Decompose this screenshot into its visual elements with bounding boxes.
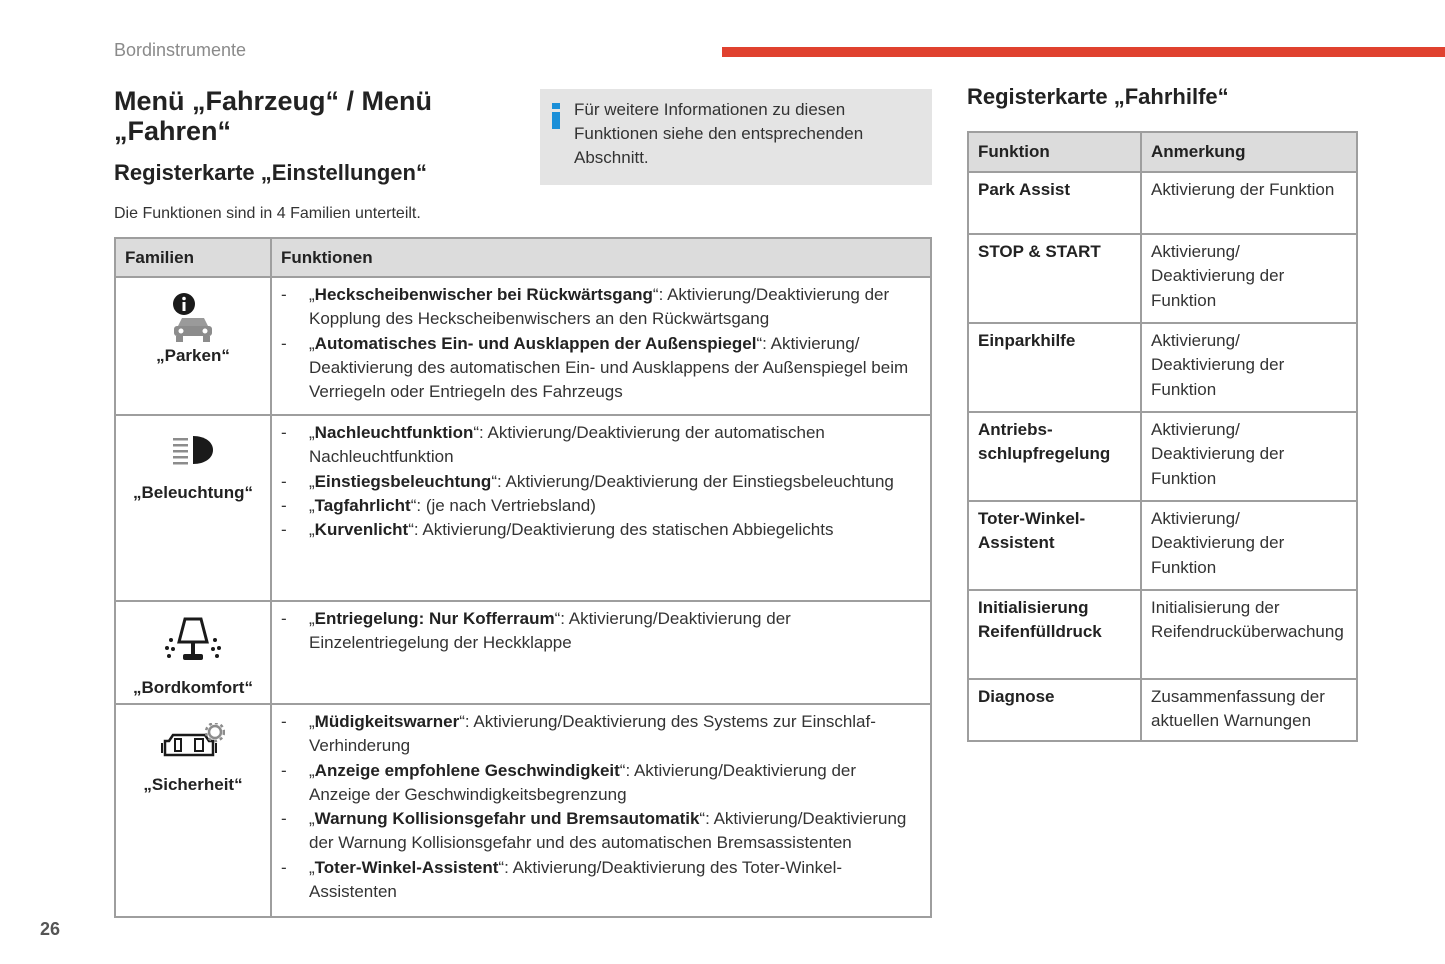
table-row xyxy=(968,412,1357,501)
table-row xyxy=(115,415,931,601)
function-desc: Aktivierung/Deaktivierung der Warnung Kollisionsgefahr und des automatischen Bremsassistenten xyxy=(309,809,907,853)
function-cell: Diagnose xyxy=(968,679,1141,741)
list-item: - „Warnung Kollisionsgefahr und Bremsautomatik“: Aktivierung/Deaktivierung der Warnung Kollisionsgefahr und des automatischen Bremsassistenten xyxy=(281,809,907,853)
function-desc: Aktivierung/Deaktivierung der Anzeige der Geschwindigkeitsbegrenzung xyxy=(309,760,857,804)
functions-cell xyxy=(271,601,931,704)
function-cell: Antriebs- schlupfregelung xyxy=(968,412,1141,501)
table-row xyxy=(968,679,1357,741)
list-item: - „Anzeige empfohlene Geschwindigkeit“: Aktivierung/Deaktivierung der Anzeige der Geschwindigkeitsbegrenzung xyxy=(281,760,857,804)
family-cell xyxy=(115,415,271,601)
section-label: Bordinstrumente xyxy=(114,40,247,60)
table-row xyxy=(968,323,1357,412)
parking-car-icon xyxy=(168,292,218,344)
functions-cell xyxy=(271,704,931,917)
function-desc: Aktivierung/Deaktivierung des statischen Abbiegelichts xyxy=(422,520,834,540)
function-cell: Einparkhilfe xyxy=(968,323,1141,412)
family-label: „Beleuchtung“ xyxy=(133,483,253,502)
functions-cell xyxy=(271,277,931,415)
list-item: - „Müdigkeitswarner“: Aktivierung/Deaktivierung des Systems zur Einschlaf-Verhinderung xyxy=(281,712,876,756)
column-header-functions: Funktionen xyxy=(271,238,931,277)
family-label: „Sicherheit“ xyxy=(143,775,243,794)
table-row xyxy=(115,277,931,415)
functions-cell xyxy=(271,415,931,601)
note-cell: Aktivierung der Funktion xyxy=(1141,172,1357,234)
table-row xyxy=(968,234,1357,323)
family-label: „Parken“ xyxy=(156,346,230,365)
info-text: Für weitere Informationen zu diesen Funktionen siehe den entsprechenden Abschnitt. xyxy=(574,100,864,167)
function-desc: Aktivierung/Deaktivierung der Einstiegsbeleuchtung xyxy=(505,471,894,491)
table-row xyxy=(115,704,931,917)
function-cell: Initialisierung Reifenfülldruck xyxy=(968,590,1141,679)
function-name: Heckscheibenwischer bei Rückwärtsgang xyxy=(314,285,653,304)
list-item: - „Einstiegsbeleuchtung“: Aktivierung/Deaktivierung der Einstiegsbeleuchtung xyxy=(281,471,894,491)
function-desc: Aktivierung/ Deaktivierung des automatischen Ein- und Ausklappens der Außenspiegel beim Verriegeln oder Entriegeln des Fahrzeugs xyxy=(309,333,909,402)
note-cell: Zusammenfassung der aktuellen Warnungen xyxy=(1141,679,1357,741)
interior-lamp-icon xyxy=(163,616,223,664)
family-cell xyxy=(115,601,271,704)
table-row xyxy=(968,501,1357,590)
function-name: Warnung Kollisionsgefahr und Bremsautomatik xyxy=(314,809,700,829)
column-header-families: Familien xyxy=(115,238,271,277)
column-header-function: Funktion xyxy=(968,132,1141,172)
safety-car-gear-icon xyxy=(161,723,225,763)
function-cell: STOP & START xyxy=(968,234,1141,323)
list-item: - „Kurvenlicht“: Aktivierung/Deaktivierung des statischen Abbiegelichts xyxy=(281,520,834,540)
function-desc: Aktivierung/Deaktivierung der automatischen Nachleuchtfunktion xyxy=(309,423,825,467)
function-cell: Park Assist xyxy=(968,172,1141,234)
table-row xyxy=(115,601,931,704)
column-header-note: Anmerkung xyxy=(1141,132,1357,172)
list-item: - „Automatisches Ein- und Ausklappen der Außenspiegel“: Aktivierung/ Deaktivierung des automatischen Ein- und Ausklappens der Außenspiegel beim Verriegeln oder Entriegeln des Fahrzeugs xyxy=(281,333,909,402)
function-name: Tagfahrlicht xyxy=(314,495,411,515)
function-name: Anzeige empfohlene Geschwindigkeit xyxy=(314,760,620,780)
table-row xyxy=(968,172,1357,234)
page-title: Menü „Fahrzeug“ / Menü „Fahren“ xyxy=(114,86,433,146)
note-cell: Aktivierung/ Deaktivierung der Funktion xyxy=(1141,501,1357,590)
list-item: - „Tagfahrlicht“: (je nach Vertriebsland) xyxy=(281,495,596,515)
note-cell: Initialisierung der Reifendrucküberwachung xyxy=(1141,590,1357,679)
driving-aid-table xyxy=(967,131,1358,742)
driving-aid-title: Registerkarte „Fahrhilfe“ xyxy=(967,84,1229,109)
info-box xyxy=(540,89,932,185)
function-desc: Aktivierung/Deaktivierung der Einzelentriegelung der Heckklappe xyxy=(309,609,791,653)
intro-text: Die Funktionen sind in 4 Familien unterteilt. xyxy=(114,205,421,222)
function-name: Toter-Winkel-Assistent xyxy=(314,857,499,877)
function-desc: Aktivierung/Deaktivierung des Systems zur Einschlaf-Verhinderung xyxy=(309,712,876,756)
family-cell xyxy=(115,277,271,415)
function-desc: Aktivierung/Deaktivierung des Toter-Winkel-Assistenten xyxy=(309,857,843,902)
function-cell: Toter-Winkel- Assistent xyxy=(968,501,1141,590)
list-item: - „Heckscheibenwischer bei Rückwärtsgang“: Aktivierung/Deaktivierung der Kopplung des Heckscheibenwischers an den Rückwärtsgang xyxy=(281,285,890,329)
function-desc: Aktivierung/Deaktivierung der Kopplung des Heckscheibenwischers an den Rückwärtsgang xyxy=(309,285,890,329)
family-cell xyxy=(115,704,271,917)
function-name: Müdigkeitswarner xyxy=(314,712,460,731)
list-item: - „Nachleuchtfunktion“: Aktivierung/Deaktivierung der automatischen Nachleuchtfunktion xyxy=(281,423,825,467)
list-item: - „Toter-Winkel-Assistent“: Aktivierung/Deaktivierung des Toter-Winkel-Assistenten xyxy=(281,857,843,902)
page-number: 26 xyxy=(40,919,61,939)
table-row xyxy=(968,590,1357,679)
info-icon xyxy=(549,103,563,133)
list-item: - „Entriegelung: Nur Kofferraum“: Aktivierung/Deaktivierung der Einzelentriegelung der Heckklappe xyxy=(281,609,791,653)
function-name: Kurvenlicht xyxy=(314,520,409,540)
note-cell: Aktivierung/ Deaktivierung der Funktion xyxy=(1141,234,1357,323)
family-label: „Bordkomfort“ xyxy=(133,678,253,697)
settings-table xyxy=(114,237,932,918)
note-cell: Aktivierung/ Deaktivierung der Funktion xyxy=(1141,323,1357,412)
settings-subtitle: Registerkarte „Einstellungen“ xyxy=(114,160,427,185)
note-cell: Aktivierung/ Deaktivierung der Funktion xyxy=(1141,412,1357,501)
function-name: Nachleuchtfunktion xyxy=(314,423,474,442)
function-name: Automatisches Ein- und Ausklappen der Außenspiegel xyxy=(314,333,757,353)
function-desc: (je nach Vertriebsland) xyxy=(425,495,596,515)
section-accent-bar xyxy=(722,47,1445,57)
headlight-icon xyxy=(171,433,215,467)
function-name: Einstiegsbeleuchtung xyxy=(314,471,492,491)
function-name: Entriegelung: Nur Kofferraum xyxy=(314,609,555,628)
